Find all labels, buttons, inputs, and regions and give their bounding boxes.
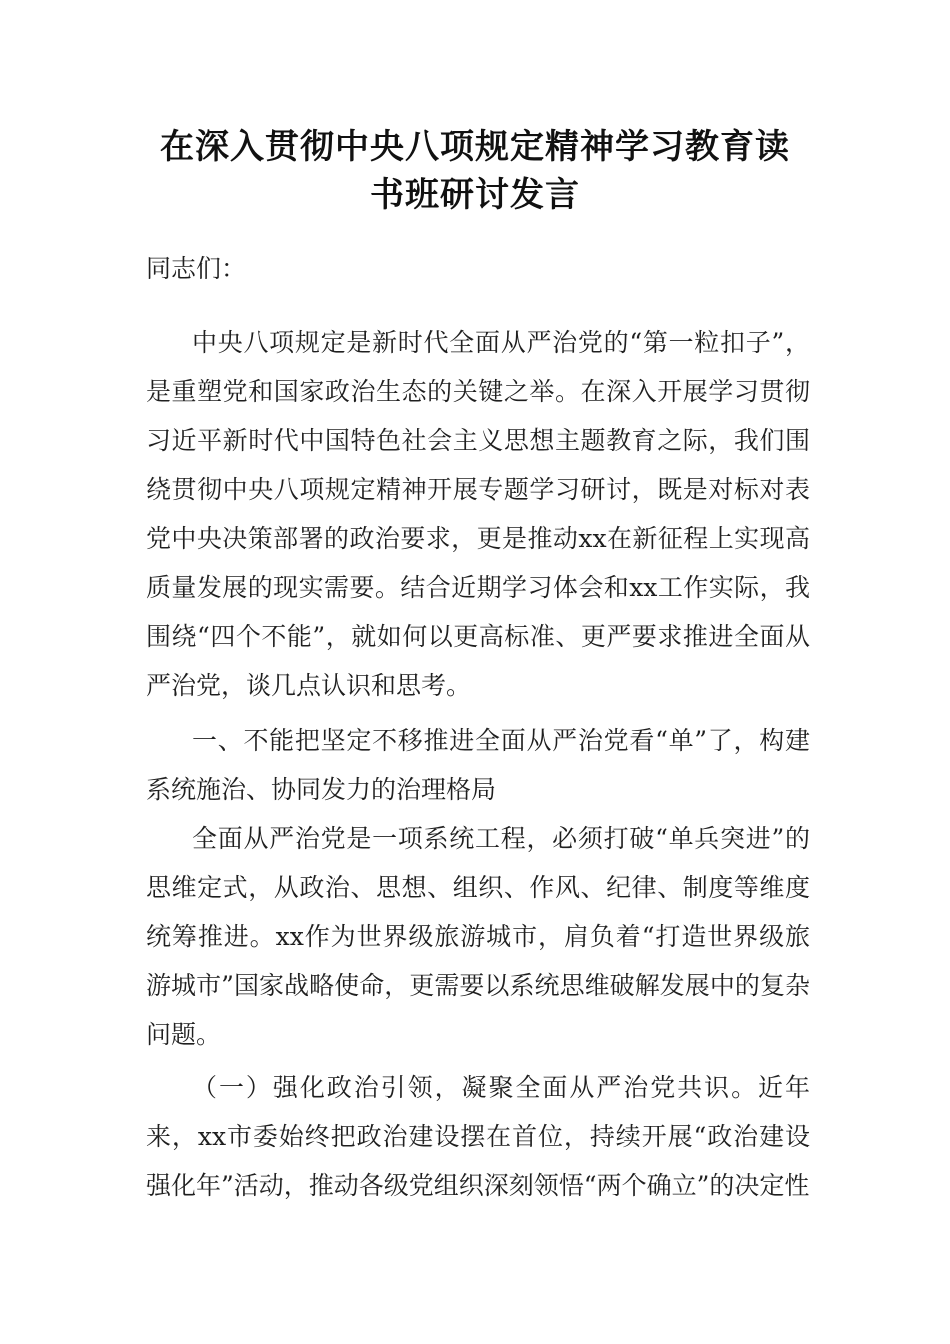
paragraph-section-1: 全面从严治党是一项系统工程，必须打破“单兵突进”的思维定式，从政治、思想、组织、作风、纪律、制度等维度统筹推进。xx作为世界级旅游城市，肩负着“打造世界级旅游城市”国家战略使命，更需要以系统思维破解发展中的复杂问题。 [146, 824, 810, 1049]
document-title-line-1: 在深入贯彻中央八项规定精神学习教育读 [160, 127, 790, 167]
paragraph-subsection-1: （一）强化政治引领，凝聚全面从严治党共识。近年来，xx市委始终把政治建设摆在首位，持续开展“政治建设强化年”活动，推动各级党组织深刻领悟“两个确立”的决定性 [146, 1073, 810, 1200]
section-heading-1: 一、不能把坚定不移推进全面从严治党看“单”了，构建系统施治、协同发力的治理格局 [146, 726, 810, 804]
document-title-line-2: 书班研讨发言 [370, 175, 580, 215]
salutation: 同志们： [146, 254, 247, 283]
paragraph-intro: 中央八项规定是新时代全面从严治党的“第一粒扣子”，是重塑党和国家政治生态的关键之举。在深入开展学习贯彻习近平新时代中国特色社会主义思想主题教育之际，我们围绕贯彻中央八项规定精神开展专题学习研讨，既是对标对表党中央决策部署的政治要求，更是推动xx在新征程上实现高质量发展的现实需要。结合近期学习体会和xx工作实际，我围绕“四个不能”，就如何以更高标准、更严要求推进全面从严治党，谈几点认识和思考。 [146, 328, 810, 700]
